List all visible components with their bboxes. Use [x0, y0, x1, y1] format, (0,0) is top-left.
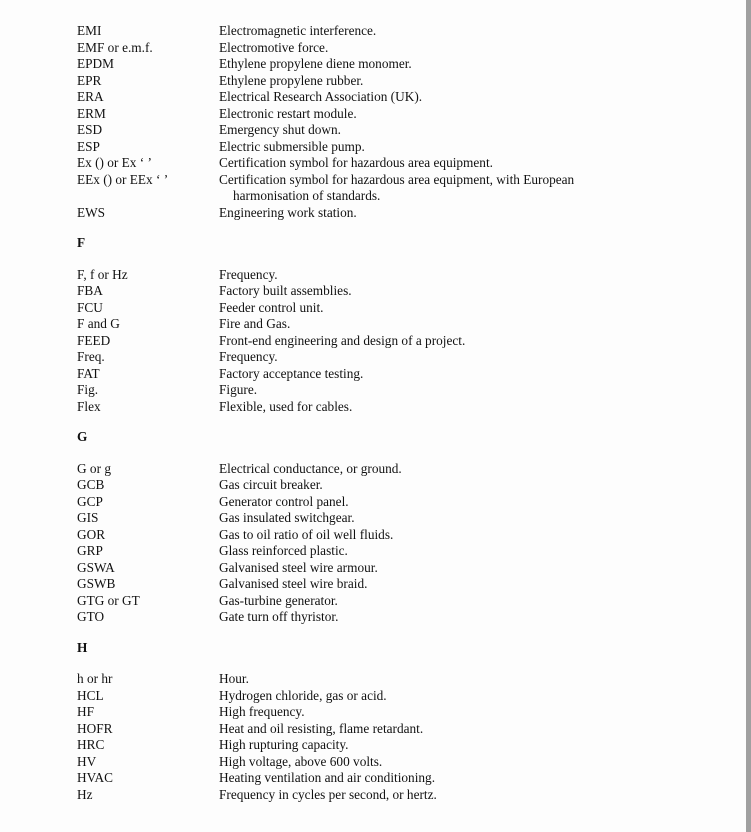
entry-term: GTG or GT [77, 592, 140, 608]
entry-definition: Heat and oil resisting, flame retardant. [219, 720, 424, 736]
glossary-entry [77, 399, 717, 416]
glossary-entry [77, 737, 717, 754]
entry-term: FAT [77, 365, 100, 381]
entry-definition: Gas-turbine generator. [219, 592, 338, 608]
glossary-entry [77, 283, 717, 300]
entry-definition: High rupturing capacity. [219, 737, 349, 752]
section-heading: F [77, 235, 86, 250]
entry-definition: Electric submersible pump. [219, 138, 365, 154]
entry-definition: Electrical conductance, or ground. [219, 460, 402, 476]
glossary-entry [77, 89, 717, 106]
entry-term: ESD [77, 122, 103, 137]
glossary-entry [77, 40, 717, 57]
entry-term: HVAC [77, 770, 113, 785]
entry-term: GSWB [77, 576, 116, 591]
entry-definition: Frequency in cycles per second, or hertz. [219, 786, 437, 802]
entry-definition: High frequency. [219, 704, 305, 719]
entry-definition: Gate turn off thyristor. [219, 609, 339, 624]
entry-term: HOFR [77, 720, 113, 736]
glossary-entry [77, 333, 717, 350]
entry-term: HCL [77, 687, 104, 703]
glossary-entry [77, 122, 717, 139]
glossary-entry [77, 609, 717, 626]
entry-definition: Electromotive force. [219, 39, 329, 55]
entry-definition: Ethylene propylene rubber. [219, 72, 364, 88]
entry-definition: High voltage, above 600 volts. [219, 753, 383, 769]
glossary-entry [77, 205, 717, 222]
glossary-section [77, 23, 717, 221]
entry-definition-continuation: harmonisation of standards. [233, 188, 381, 203]
entry-definition: Front-end engineering and design of a project. [219, 332, 466, 348]
entry-term: ERM [77, 105, 106, 121]
entry-term: GIS [77, 510, 99, 525]
glossary-section [77, 235, 717, 415]
glossary-entry [77, 139, 717, 156]
entry-definition: Frequency. [219, 266, 278, 282]
entry-definition: Gas to oil ratio of oil well fluids. [219, 526, 394, 542]
entry-term: Freq. [77, 349, 105, 364]
glossary-entry [77, 349, 717, 366]
entry-definition: Ethylene propylene diene monomer. [219, 56, 412, 71]
glossary-entry [77, 671, 717, 688]
glossary-entry [77, 300, 717, 317]
glossary-entry [77, 688, 717, 705]
entry-term: Hz [77, 786, 93, 802]
entry-definition: Certification symbol for hazardous area equipment. [219, 155, 493, 170]
glossary-entry [77, 593, 717, 610]
glossary-entry [77, 576, 717, 593]
entry-term: G or g [77, 460, 111, 476]
glossary-entry [77, 787, 717, 804]
entry-definition: Emergency shut down. [219, 122, 341, 137]
glossary-entry [77, 73, 717, 90]
entry-term: ESP [77, 138, 100, 154]
entry-term: EMF or e.m.f. [77, 39, 153, 55]
glossary-entry [77, 721, 717, 738]
entry-term: FCU [77, 299, 103, 315]
entry-definition: Certification symbol for hazardous area equipment, with European [219, 171, 575, 187]
entry-definition: Glass reinforced plastic. [219, 543, 348, 558]
entry-definition: Generator control panel. [219, 493, 349, 509]
entry-definition: Gas insulated switchgear. [219, 510, 355, 525]
entry-term: EEx () or EEx ‘ ’ [77, 171, 169, 187]
entry-term: GSWA [77, 559, 115, 575]
glossary-entry [77, 477, 717, 494]
entry-term: HRC [77, 737, 105, 752]
entry-definition: Feeder control unit. [219, 299, 324, 315]
entry-definition: Galvanised steel wire armour. [219, 559, 378, 575]
entry-definition: Hydrogen chloride, gas or acid. [219, 687, 387, 703]
glossary-entry [77, 461, 717, 478]
entry-definition: Hour. [219, 671, 249, 686]
entry-definition: Figure. [219, 382, 258, 397]
entry-definition: Electronic restart module. [219, 105, 357, 121]
entry-term: FEED [77, 332, 111, 348]
glossary-section [77, 640, 717, 804]
entry-definition: Galvanised steel wire braid. [219, 576, 368, 591]
glossary-entry [77, 267, 717, 284]
glossary-entry [77, 56, 717, 73]
entry-term: HV [77, 753, 97, 769]
entry-term: Fig. [77, 382, 99, 397]
entry-term: EMI [77, 23, 102, 38]
entry-definition: Gas circuit breaker. [219, 477, 323, 492]
glossary-entry [77, 106, 717, 123]
entry-term: EWS [77, 204, 106, 220]
entry-definition: Frequency. [219, 349, 278, 364]
entry-term: F and G [77, 316, 120, 331]
glossary-entry [77, 770, 717, 787]
entry-term: GTO [77, 609, 105, 624]
entry-definition: Factory acceptance testing. [219, 365, 364, 381]
entry-definition: Fire and Gas. [219, 316, 291, 331]
entry-term: Ex () or Ex ‘ ’ [77, 155, 152, 170]
entry-term: F, f or Hz [77, 266, 128, 282]
entry-definition: Electrical Research Association (UK). [219, 89, 423, 104]
page-edge [746, 0, 751, 832]
glossary-entry [77, 494, 717, 511]
entry-term: GRP [77, 543, 103, 558]
glossary-entry [77, 560, 717, 577]
glossary-entry [77, 382, 717, 399]
glossary-entry [77, 316, 717, 333]
entry-term: GCP [77, 493, 103, 509]
entry-term: Flex [77, 398, 101, 414]
entry-definition: Engineering work station. [219, 204, 357, 220]
section-heading: H [77, 639, 88, 655]
entry-term: HF [77, 704, 94, 719]
glossary-page [77, 23, 717, 803]
glossary-entry [77, 754, 717, 771]
glossary-entry [77, 172, 717, 189]
entry-definition: Factory built assemblies. [219, 283, 352, 298]
glossary-entry [77, 704, 717, 721]
entry-definition: Flexible, used for cables. [219, 398, 353, 414]
glossary-entry [77, 510, 717, 527]
section-heading: G [77, 429, 88, 444]
entry-term: GOR [77, 526, 106, 542]
glossary-section [77, 429, 717, 626]
entry-term: ERA [77, 89, 104, 104]
glossary-entry [77, 527, 717, 544]
entry-definition: Heating ventilation and air conditioning. [219, 770, 436, 785]
glossary-entry [77, 543, 717, 560]
glossary-entry [77, 366, 717, 383]
entry-term: EPR [77, 72, 102, 88]
glossary-entry [77, 23, 717, 40]
entry-term: h or hr [77, 671, 113, 686]
entry-term: GCB [77, 477, 105, 492]
entry-term: EPDM [77, 56, 114, 71]
glossary-entry [77, 155, 717, 172]
entry-definition: Electromagnetic interference. [219, 23, 377, 38]
entry-term: FBA [77, 283, 103, 298]
